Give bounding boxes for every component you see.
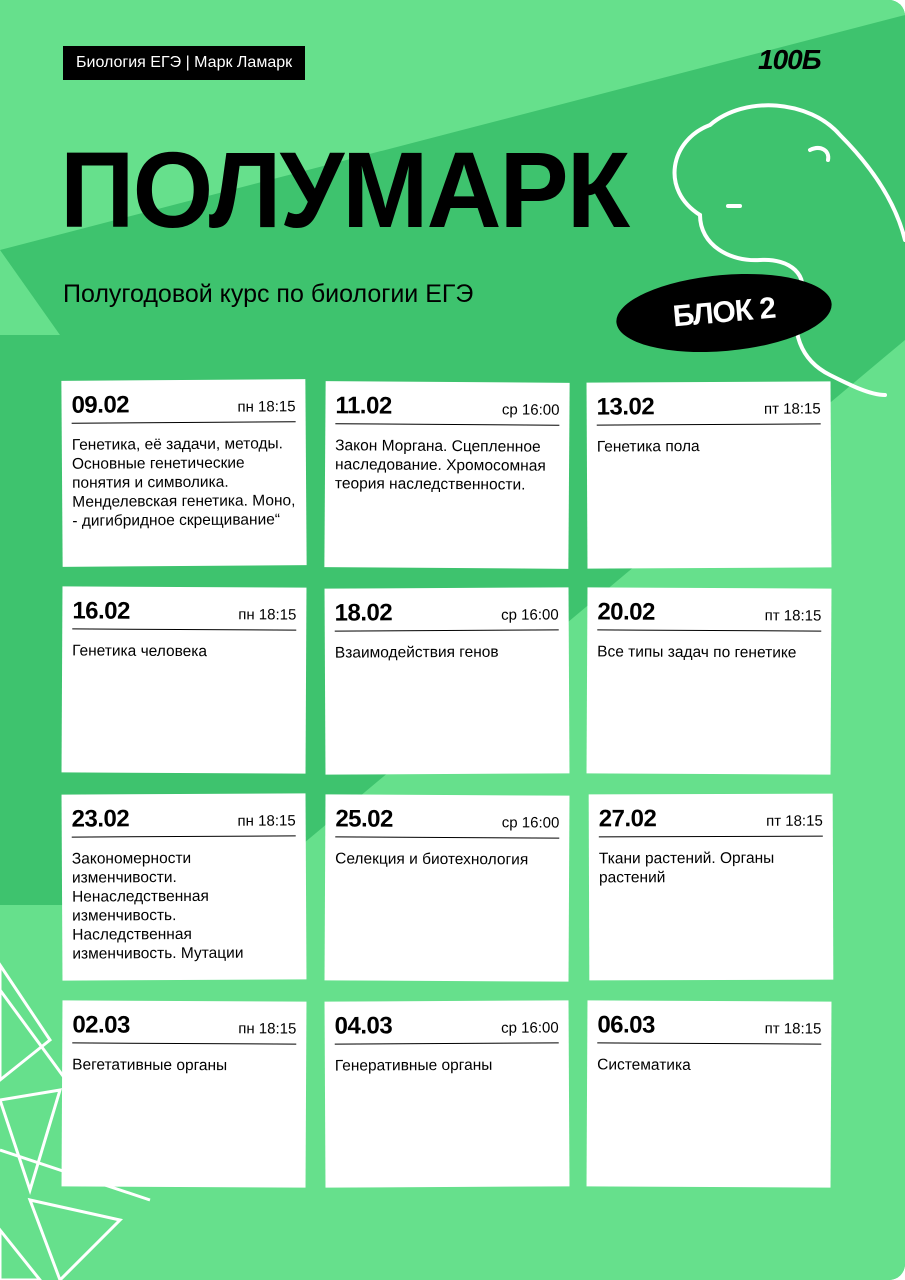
lesson-card-header <box>71 390 295 424</box>
lesson-topic: Вегетативные органы <box>72 1056 228 1075</box>
lesson-time: пт 18:15 <box>764 607 822 625</box>
lesson-date: 11.02 <box>335 392 392 420</box>
lesson-topic: Генетика человека <box>72 642 208 661</box>
lesson-time: пн 18:15 <box>238 606 297 624</box>
lesson-card <box>324 381 569 569</box>
lesson-time: ср 16:00 <box>501 1019 559 1037</box>
lesson-time: пт 18:15 <box>764 1020 822 1038</box>
block-badge-label: БЛОК 2 <box>671 291 777 334</box>
lesson-topic: Все типы задач по генетике <box>597 643 797 662</box>
lesson-time: пн 18:15 <box>238 1020 297 1038</box>
lesson-card <box>587 587 832 774</box>
lesson-time: ср 16:00 <box>501 606 559 624</box>
lesson-date: 16.02 <box>72 597 130 625</box>
lesson-topic: Генеративные органы <box>334 1056 493 1075</box>
lesson-topic: Систематика <box>597 1056 691 1074</box>
lesson-topic: Ткани растений. Органы растений <box>598 849 775 887</box>
lesson-card-header <box>72 1011 296 1044</box>
lesson-card-header <box>335 392 559 426</box>
lesson-topic: Взаимодействия генов <box>334 643 499 662</box>
lesson-card <box>587 1000 832 1187</box>
lesson-date: 04.03 <box>334 1012 393 1040</box>
lesson-date: 27.02 <box>598 805 657 833</box>
course-tag: Биология ЕГЭ | Марк Ламарк <box>63 46 305 80</box>
course-subtitle: Полугодовой курс по биологии ЕГЭ <box>63 280 474 308</box>
lesson-card-header <box>597 1011 821 1044</box>
lesson-topic: Генетика, её задачи, методы. Основные генетические понятия и символика. Менделевская генетика. Моно, - дигибридное скрещивание“ <box>71 435 296 530</box>
lesson-topic: Закон Моргана. Сцепленное наследование. Хромосомная теория наследственности. <box>334 437 546 494</box>
lesson-date: 23.02 <box>71 805 130 833</box>
lesson-card <box>62 793 307 980</box>
lesson-card <box>62 586 307 773</box>
lesson-card <box>325 794 570 981</box>
lesson-time: ср 16:00 <box>501 814 560 832</box>
lesson-time: пт 18:15 <box>766 812 823 830</box>
lesson-topic: Закономерности изменчивости. Ненаследственная изменчивость. Наследственная изменчивость. Мутации <box>71 849 244 963</box>
brand-logo: 100Б <box>758 44 821 75</box>
lesson-date: 13.02 <box>596 393 655 421</box>
lesson-card-header <box>335 1011 559 1044</box>
lesson-time: пн 18:15 <box>237 398 296 416</box>
lesson-date: 25.02 <box>335 805 393 833</box>
lesson-card-header <box>599 805 823 838</box>
lesson-date: 06.03 <box>597 1011 655 1039</box>
lesson-card <box>61 379 306 567</box>
lesson-topic: Генетика пола <box>596 438 700 456</box>
lesson-card-header <box>72 597 296 630</box>
lesson-card <box>62 1000 307 1187</box>
lesson-card <box>587 381 832 568</box>
lesson-time: пт 18:15 <box>763 400 821 418</box>
lesson-card-header <box>335 598 559 631</box>
lesson-card <box>325 1000 570 1187</box>
lesson-date: 18.02 <box>334 599 393 627</box>
lesson-card-header <box>335 805 559 838</box>
lesson-card-header <box>72 804 296 837</box>
lesson-date: 09.02 <box>71 391 130 419</box>
lesson-time: ср 16:00 <box>501 401 560 419</box>
course-title: ПОЛУМАРК <box>60 129 629 250</box>
lesson-time: пн 18:15 <box>237 812 296 830</box>
lesson-card-header <box>597 392 821 425</box>
lesson-card <box>589 794 834 981</box>
lesson-date: 20.02 <box>597 598 655 626</box>
lesson-date: 02.03 <box>72 1011 130 1039</box>
lesson-card-header <box>597 598 821 631</box>
lesson-card <box>325 587 570 774</box>
lesson-topic: Селекция и биотехнология <box>335 850 529 869</box>
